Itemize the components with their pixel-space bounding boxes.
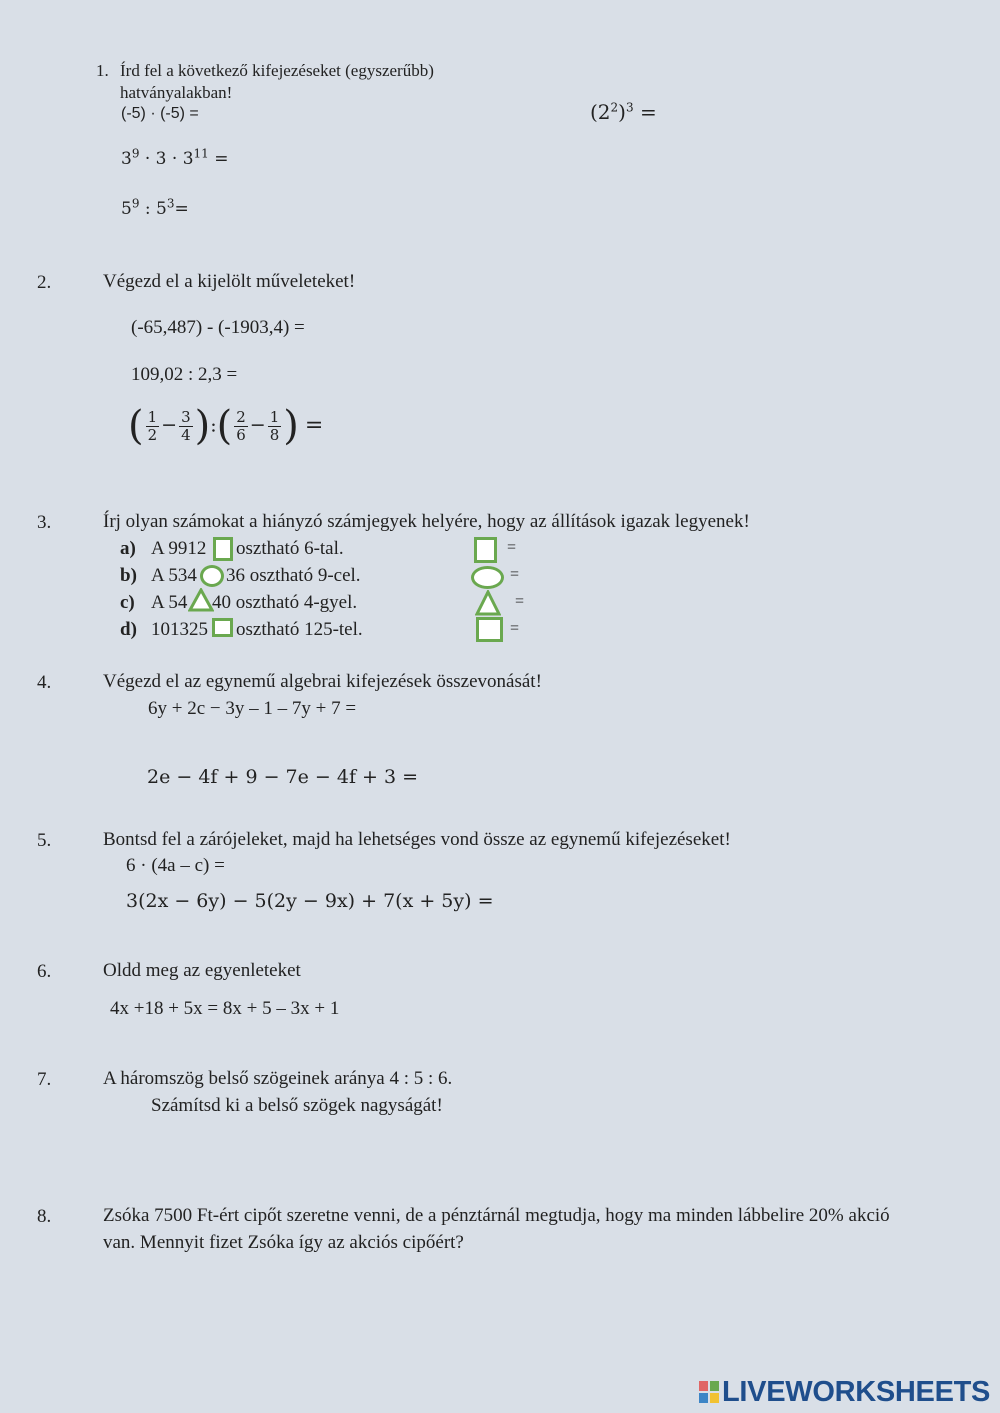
q1-expr2: $3^9 \cdot 3 \cdot 3^{11}$ =	[121, 146, 229, 169]
q5-expr1: 6 · (4a – c) =	[126, 855, 225, 876]
q6-text: Oldd meg az egyenleteket	[103, 960, 301, 981]
liveworksheets-logo: LIVEWORKSHEETS	[722, 1376, 991, 1408]
q3-c-eq: =	[515, 593, 525, 610]
q3-d-answer-box[interactable]	[476, 617, 503, 642]
q3-b-eq: =	[510, 566, 520, 583]
q7-number: 7.	[37, 1069, 52, 1090]
q3-d-pre: 101325	[151, 619, 208, 640]
q3-b-answer-oval[interactable]	[471, 566, 504, 589]
q4-expr2: 2e − 4f + 9 − 7e − 4f + 3 =	[147, 766, 419, 788]
q5-number: 5.	[37, 830, 52, 851]
q3-b-label: b)	[120, 565, 137, 586]
q3-c-digit-triangle[interactable]	[188, 588, 214, 612]
q5-expr2: 3(2x − 6y) − 5(2y − 9x) + 7(x + 5y) =	[126, 890, 494, 912]
q3-c-post: 40 osztható 4-gyel.	[212, 592, 358, 613]
q3-d-digit-box[interactable]	[212, 618, 233, 637]
q3-number: 3.	[37, 512, 52, 533]
q3-c-answer-triangle[interactable]	[475, 590, 501, 616]
liveworksheets-logo-icon	[698, 1380, 720, 1404]
q3-a-pre: A 9912	[151, 538, 207, 559]
q5-text: Bontsd fel a zárójeleket, majd ha lehetséges vond össze az egynemű kifejezéseket!	[103, 829, 731, 850]
q7-text2: Számítsd ki a belső szögek nagyságát!	[151, 1095, 443, 1116]
q3-a-eq: =	[507, 539, 517, 556]
q1-text-line2: hatványalakban!	[120, 83, 233, 102]
q3-a-answer-box[interactable]	[474, 537, 497, 563]
q6-number: 6.	[37, 961, 52, 982]
q2-expr3: ( $\frac{1}{2}$ − $\frac{3}{4}$ ):( $\frac{2}{6}$ − $\frac{1}{8}$ ) =	[128, 403, 324, 449]
q8-number: 8.	[37, 1206, 52, 1227]
q3-c-pre: A 54	[151, 592, 188, 613]
q3-b-post: 36 osztható 9-cel.	[226, 565, 361, 586]
q3-c-label: c)	[120, 592, 135, 613]
q4-text: Végezd el az egynemű algebrai kifejezések összevonását!	[103, 671, 542, 692]
q3-a-label: a)	[120, 538, 136, 559]
q2-number: 2.	[37, 272, 52, 293]
q3-a-post: osztható 6-tal.	[236, 538, 344, 559]
q3-a-digit-box[interactable]	[213, 537, 233, 561]
q3-d-eq: =	[510, 620, 520, 637]
q1-expr1: (-5) · (-5) =	[121, 105, 199, 122]
q2-text: Végezd el a kijelölt műveleteket!	[103, 271, 356, 292]
q3-text: Írj olyan számokat a hiányzó számjegyek helyére, hogy az állítások igazak legyenek!	[103, 511, 750, 532]
q8-text-line2: van. Mennyit fizet Zsóka így az akciós cipőért?	[103, 1232, 464, 1253]
q2-expr2: 109,02 : 2,3 =	[131, 364, 238, 385]
q1-text-line1: Írd fel a következő kifejezéseket (egyszerűbb)	[120, 61, 434, 80]
q1-expr3: $5^9$ : $5^3=$	[121, 196, 189, 219]
q3-b-digit-oval[interactable]	[200, 565, 224, 587]
q1-expr4: $(2^2)^3$ =	[590, 100, 657, 124]
q2-expr1: (-65,487) - (-1903,4) =	[131, 317, 305, 338]
q1-number: 1.	[96, 61, 109, 80]
q4-expr1: 6y + 2c − 3y – 1 – 7y + 7 =	[148, 698, 357, 719]
q4-number: 4.	[37, 672, 52, 693]
q7-text: A háromszög belső szögeinek aránya 4 : 5 : 6.	[103, 1068, 453, 1089]
q8-text-line1: Zsóka 7500 Ft-ért cipőt szeretne venni, de a pénztárnál megtudja, hogy ma minden lábbelire 20% akció	[103, 1205, 890, 1226]
q3-d-post: osztható 125-tel.	[236, 619, 363, 640]
q6-expr1: 4x +18 + 5x = 8x + 5 – 3x + 1	[110, 998, 340, 1019]
q3-b-pre: A 534	[151, 565, 197, 586]
q3-d-label: d)	[120, 619, 137, 640]
